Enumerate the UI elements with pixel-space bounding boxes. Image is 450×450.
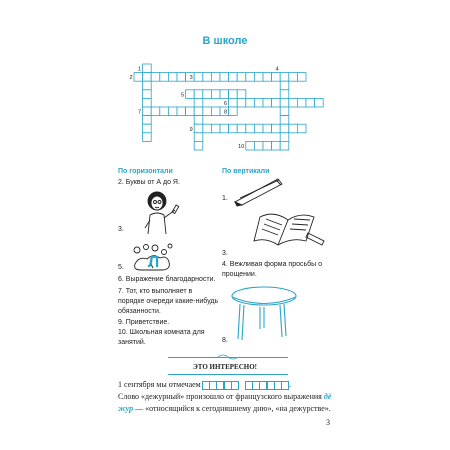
crossword-cell[interactable] — [237, 124, 246, 133]
crossword-cell[interactable] — [280, 124, 289, 133]
crossword-cell[interactable] — [280, 133, 289, 142]
crossword-cell[interactable] — [143, 107, 152, 116]
crossword-cell[interactable] — [246, 73, 255, 82]
across-clue-3: 3. — [118, 226, 124, 233]
fact-line-1-text: 1 сентября мы отмечаем — [118, 380, 201, 389]
down-clue-8: 8. — [222, 337, 228, 344]
crossword-cell[interactable] — [229, 98, 238, 107]
crossword-cell[interactable] — [211, 107, 220, 116]
crossword-number: 4 — [275, 66, 279, 73]
crossword-cell[interactable] — [280, 90, 289, 99]
crossword-number: 1 — [138, 66, 142, 73]
crossword-cell[interactable] — [177, 107, 186, 116]
crossword-cell[interactable] — [237, 98, 246, 107]
crossword-cell[interactable] — [280, 107, 289, 116]
crossword-cell[interactable] — [194, 133, 203, 142]
crossword-cell[interactable] — [203, 90, 212, 99]
crossword-cell[interactable] — [289, 98, 298, 107]
crossword-cell[interactable] — [229, 107, 238, 116]
crossword-cell[interactable] — [194, 107, 203, 116]
crossword-cell[interactable] — [237, 73, 246, 82]
down-clue-4: 4. Вежливая форма просьбы о прощении. — [222, 261, 323, 278]
crossword-cell[interactable] — [203, 73, 212, 82]
crossword-cell[interactable] — [263, 98, 272, 107]
page-number: 3 — [326, 418, 330, 427]
fact-line-1-end: . — [288, 380, 291, 389]
crossword-cell[interactable] — [272, 141, 281, 150]
crossword-cell[interactable] — [143, 64, 152, 73]
crossword-cell[interactable] — [297, 124, 306, 133]
crossword-cell[interactable] — [237, 90, 246, 99]
crossword-cell[interactable] — [246, 124, 255, 133]
answer-blank-group-b[interactable] — [246, 379, 289, 391]
crossword-number: 8 — [224, 109, 228, 116]
crossword-number: 9 — [189, 126, 193, 133]
letter-l: Л — [148, 254, 160, 271]
pencil-illustration — [232, 178, 290, 208]
crossword-cell[interactable] — [280, 141, 289, 150]
crossword-cell[interactable] — [160, 73, 169, 82]
crossword-cell[interactable] — [143, 90, 152, 99]
crossword-cell[interactable] — [203, 124, 212, 133]
table-illustration — [228, 284, 300, 342]
interesting-heading: ЭТО ИНТЕРЕСНО! — [193, 363, 257, 371]
crossword-number: 5 — [181, 92, 185, 99]
crossword-cell[interactable] — [229, 90, 238, 99]
crossword-cell[interactable] — [220, 124, 229, 133]
crossword-cell[interactable] — [229, 73, 238, 82]
across-clue-6: 6. Выражение благодарности. — [118, 276, 216, 283]
crossword-cell[interactable] — [280, 98, 289, 107]
across-clue-7: 7. Тот, кто выполняет в порядке очереди какие-нибудь обязанности. — [118, 288, 219, 315]
crossword-cell[interactable] — [143, 81, 152, 90]
fact-para-b: — «относящийся к сегодняшнему дню», «на дежурстве». — [135, 404, 331, 413]
crossword-cell[interactable] — [211, 90, 220, 99]
crossword-cell[interactable] — [160, 107, 169, 116]
crossword-cell[interactable] — [194, 98, 203, 107]
crossword-number: 10 — [238, 144, 245, 150]
crossword-number: 3 — [189, 75, 193, 82]
crossword-cell[interactable] — [151, 107, 160, 116]
crossword-cell[interactable] — [220, 73, 229, 82]
crossword-cell[interactable] — [203, 107, 212, 116]
answer-blank-box[interactable] — [281, 381, 289, 390]
crossword-number: 6 — [224, 101, 228, 107]
crossword-cell[interactable] — [254, 73, 263, 82]
crossword-cell[interactable] — [220, 90, 229, 99]
crossword-number: 7 — [138, 109, 142, 116]
crossword-cell[interactable] — [143, 124, 152, 133]
crossword-cell[interactable] — [177, 73, 186, 82]
teacher-illustration — [135, 190, 205, 235]
crossword-cell[interactable] — [151, 73, 160, 82]
crossword-cell[interactable] — [297, 98, 306, 107]
crossword-cell[interactable] — [272, 98, 281, 107]
french-phrase: дё жур — [118, 392, 332, 413]
crossword-cell[interactable] — [194, 90, 203, 99]
crossword-cell[interactable] — [194, 73, 203, 82]
answer-blank-box[interactable] — [231, 381, 239, 390]
crossword-cell[interactable] — [229, 124, 238, 133]
banner-swirl — [168, 353, 288, 361]
across-clue-5: 5. — [118, 264, 124, 271]
crossword-cell[interactable] — [289, 73, 298, 82]
crossword-cell[interactable] — [211, 73, 220, 82]
crossword-cell[interactable] — [280, 116, 289, 125]
crossword-cell[interactable] — [143, 116, 152, 125]
crossword-cell[interactable] — [246, 98, 255, 107]
crossword-cell[interactable] — [246, 141, 255, 150]
crossword-cell[interactable] — [254, 98, 263, 107]
crossword-cell[interactable] — [186, 107, 195, 116]
crossword-cell[interactable] — [289, 124, 298, 133]
crossword-cell[interactable] — [143, 73, 152, 82]
fact-line-1 — [118, 379, 333, 391]
crossword-cell[interactable] — [306, 98, 315, 107]
crossword-cell[interactable] — [263, 124, 272, 133]
crossword-number: 2 — [129, 75, 133, 82]
notebook-illustration — [248, 205, 328, 250]
crossword-cell[interactable] — [194, 141, 203, 150]
across-clue-9: 9. Приветствие. — [118, 319, 170, 326]
crossword-cell[interactable] — [315, 98, 324, 107]
across-clue-2: 2. Буквы от А до Я. — [118, 179, 180, 186]
fact-para-a: Слово «дежурный» произошло от французского выражения — [118, 392, 322, 401]
page-title: В школе — [202, 35, 248, 47]
crossword-cell[interactable] — [280, 81, 289, 90]
crossword-cell[interactable] — [194, 124, 203, 133]
down-clue-1: 1. — [222, 195, 228, 202]
crossword-cell[interactable] — [280, 73, 289, 82]
crossword-cell[interactable] — [143, 133, 152, 142]
answer-blank-group-a[interactable] — [203, 379, 239, 391]
crossword-cell[interactable] — [272, 124, 281, 133]
crossword-grid — [0, 0, 450, 170]
crossword-cell[interactable] — [254, 141, 263, 150]
down-heading: По вертикали — [222, 168, 270, 175]
crossword-cell[interactable] — [168, 107, 177, 116]
crossword-cell[interactable] — [297, 73, 306, 82]
down-clue-3: 3. — [222, 250, 228, 257]
crossword-cell[interactable] — [134, 73, 143, 82]
crossword-cell[interactable] — [254, 124, 263, 133]
crossword-cell[interactable] — [143, 98, 152, 107]
crossword-cell[interactable] — [186, 90, 195, 99]
crossword-cell[interactable] — [168, 73, 177, 82]
crossword-cell[interactable] — [194, 116, 203, 125]
crossword-cell[interactable] — [263, 73, 272, 82]
crossword-cell[interactable] — [272, 73, 281, 82]
banner-line-bottom — [168, 374, 288, 375]
fact-paragraph — [118, 391, 333, 415]
crossword-cell[interactable] — [263, 141, 272, 150]
across-heading: По горизонтали — [118, 168, 173, 175]
crossword-cell[interactable] — [211, 124, 220, 133]
across-clue-10: 10. Школьная комната для занятий. — [118, 329, 205, 346]
